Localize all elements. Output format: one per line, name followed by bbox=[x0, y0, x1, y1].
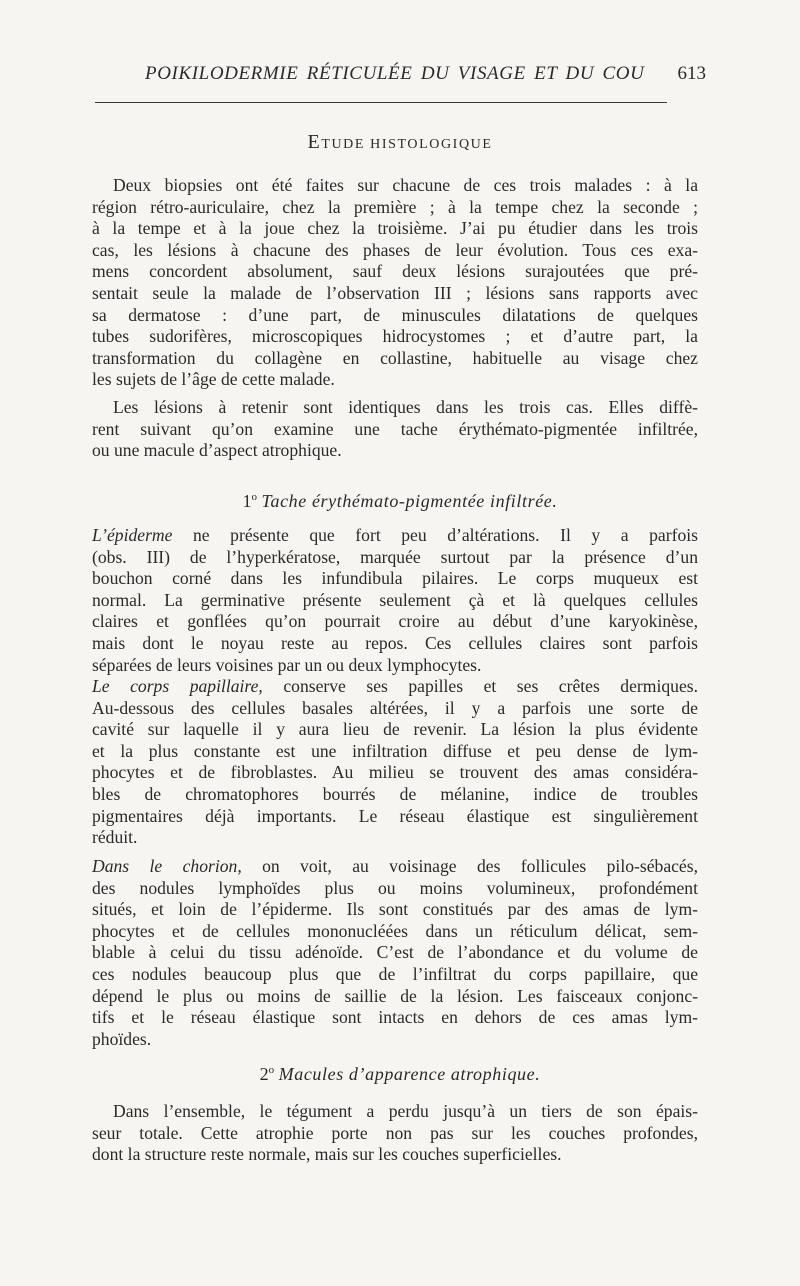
intro-paragraph bbox=[92, 175, 698, 391]
chorion-lead: Dans le chorion, bbox=[92, 856, 242, 876]
paragraph-line: à la tempe et à la joue chez la troisième. J’ai pu étudier dans les trois bbox=[92, 218, 698, 239]
paragraph-line: cas, les lésions à chacune des phases de leur évolution. Tous ces exa- bbox=[92, 239, 698, 260]
paragraph-line: mens concordent absolument, sauf deux lésions surajoutées que pré- bbox=[92, 261, 698, 282]
paragraph-line: ou une macule d’aspect atrophique. bbox=[92, 440, 342, 461]
paragraph-line: tubes sudorifères, microscopiques hidrocystomes ; et d’autre part, la bbox=[92, 326, 698, 347]
paragraph-line: Au-dessous des cellules basales altérées, il y a parfois une sorte de bbox=[92, 697, 698, 718]
subheading-1-title: Tache érythémato-pigmentée infiltrée. bbox=[261, 491, 558, 511]
papillaire-first-line: conserve ses papilles et ses crêtes dermiques. bbox=[262, 676, 698, 696]
paragraph-line: mais dont le noyau reste au repos. Ces cellules claires sont parfois bbox=[92, 632, 698, 653]
papillaire-lines bbox=[92, 698, 698, 849]
paragraph-line: Les lésions à retenir sont identiques dans les trois cas. Elles diffè- bbox=[113, 397, 698, 417]
paragraph-line: réduit. bbox=[92, 827, 138, 848]
paragraph-line: cavité sur laquelle il y aura lieu de revenir. La lésion la plus évidente bbox=[92, 719, 698, 740]
paragraph-line: Deux biopsies ont été faites sur chacune de ces trois malades : à la bbox=[113, 175, 698, 195]
subheading-1-number: 1 bbox=[242, 491, 252, 511]
chorion-first-line: on voit, au voisinage des follicules pilo-sébacés, bbox=[241, 856, 698, 876]
subheading-1-ordinal: o bbox=[251, 491, 258, 503]
paragraph-line: dépend le plus ou moins de saillie de la lésion. Les faisceaux conjonc- bbox=[92, 985, 698, 1006]
papillaire-paragraph bbox=[92, 676, 698, 849]
paragraph-line: sentait seule la malade de l’observation III ; lésions sans rapports avec bbox=[92, 282, 698, 303]
paragraph-line: région rétro-auriculaire, chez la première ; à la tempe chez la seconde ; bbox=[92, 196, 698, 217]
subheading-2 bbox=[0, 1063, 800, 1085]
running-title: POIKILODERMIE RÉTICULÉE DU VISAGE ET DU COU bbox=[145, 63, 645, 84]
paragraph-line: (obs. III) de l’hyperkératose, marquée surtout par la présence d’un bbox=[92, 546, 698, 567]
ensemble-paragraph bbox=[92, 1101, 698, 1166]
paragraph-line: et la plus constante est une infiltration diffuse et peu dense de lym- bbox=[92, 740, 698, 761]
paragraph-line: claires et gonflées qu’on pourrait croire au début d’une karyokinèse, bbox=[92, 611, 698, 632]
paragraph-line: transformation du collagène en collastine, habituelle au visage chez bbox=[92, 347, 698, 368]
paragraph-line bbox=[92, 676, 698, 698]
epiderme-paragraph bbox=[92, 525, 698, 676]
paragraph-line: situés, et loin de l’épiderme. Ils sont constitués par des amas de lym- bbox=[92, 899, 698, 920]
subheading-2-number: 2 bbox=[259, 1064, 269, 1084]
paragraph-line: blable à celui du tissu adénoïde. C’est de l’abondance et du volume de bbox=[92, 942, 698, 963]
paragraph-line: des nodules lymphoïdes plus ou moins volumineux, profondément bbox=[92, 877, 698, 898]
paragraph-line: sa dermatose : d’une part, de minuscules dilatations de quelques bbox=[92, 304, 698, 325]
paragraph-line: phocytes et de cellules mononucléées dans un réticulum délicat, sem- bbox=[92, 920, 698, 941]
paragraph-line: séparées de leurs voisines par un ou deux lymphocytes. bbox=[92, 654, 482, 675]
lesions-paragraph bbox=[92, 397, 698, 462]
paragraph-line bbox=[92, 856, 698, 878]
paragraph-line: les sujets de l’âge de cette malade. bbox=[92, 369, 335, 390]
papillaire-lead: Le corps papillaire, bbox=[92, 676, 263, 696]
paragraph-line: seur totale. Cette atrophie porte non pas sur les couches profondes, bbox=[92, 1122, 698, 1143]
header-rule bbox=[95, 102, 667, 103]
paragraph-line: bles de chromatophores bourrés de mélanine, indice de troubles bbox=[92, 783, 698, 804]
paragraph-line: phoïdes. bbox=[92, 1028, 152, 1049]
chorion-lines bbox=[92, 878, 698, 1051]
section-heading-text: ETUDE HISTOLOGIQUE bbox=[307, 131, 493, 153]
paragraph-line: rent suivant qu’on examine une tache érythémato-pigmentée infiltrée, bbox=[92, 418, 698, 439]
epiderme-first-line: ne présente que fort peu d’altérations. Il y a parfois bbox=[172, 525, 698, 545]
paragraph-line: normal. La germinative présente seulement çà et là quelques cellules bbox=[92, 589, 698, 610]
subheading-2-ordinal: o bbox=[268, 1064, 275, 1076]
paragraph-line bbox=[92, 525, 698, 547]
paragraph-line: pigmentaires déjà importants. Le réseau élastique est singulièrement bbox=[92, 805, 698, 826]
page-number: 613 bbox=[677, 63, 706, 84]
paragraph-line: bouchon corné dans les infundibula pilaires. Le corps muqueux est bbox=[92, 568, 698, 589]
section-heading bbox=[0, 131, 800, 154]
page-header bbox=[95, 60, 710, 104]
paragraph-line: phocytes et de fibroblastes. Au milieu se trouvent des amas considéra- bbox=[92, 762, 698, 783]
paragraph-line: ces nodules beaucoup plus que de l’infiltrat du corps papillaire, que bbox=[92, 963, 698, 984]
paragraph-line: Dans l’ensemble, le tégument a perdu jusqu’à un tiers de son épais- bbox=[113, 1101, 698, 1121]
epiderme-lines bbox=[92, 547, 698, 677]
paragraph-line: tifs et le réseau élastique sont intacts en dehors de ces amas lym- bbox=[92, 1007, 698, 1028]
subheading-1 bbox=[0, 490, 800, 512]
paragraph-line: dont la structure reste normale, mais sur les couches superficielles. bbox=[92, 1144, 562, 1165]
chorion-paragraph bbox=[92, 856, 698, 1050]
epiderme-lead: L’épiderme bbox=[92, 525, 173, 545]
subheading-2-title: Macules d’apparence atrophique. bbox=[278, 1064, 541, 1084]
